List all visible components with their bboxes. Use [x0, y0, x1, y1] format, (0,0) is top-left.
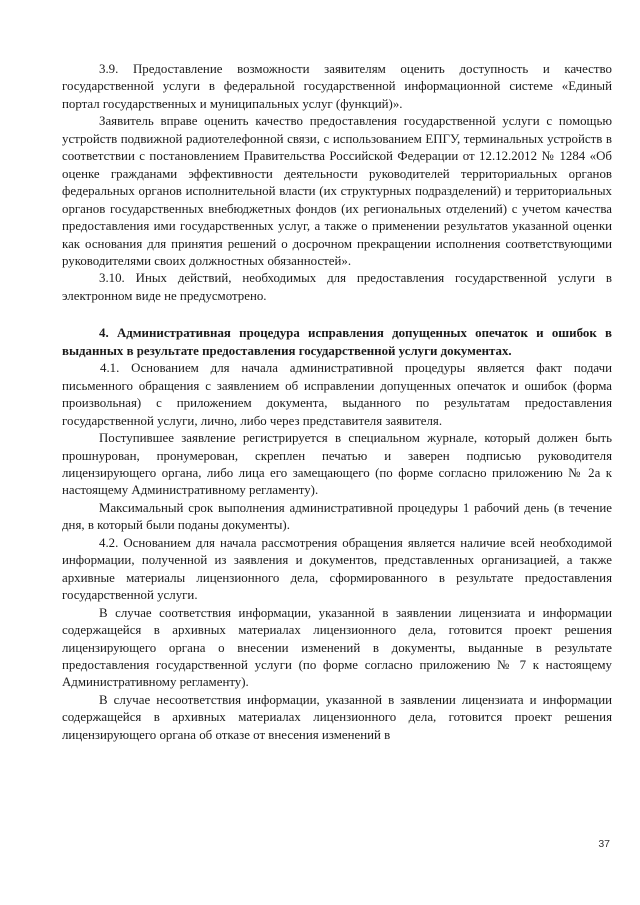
paragraph-3-10: 3.10. Иных действий, необходимых для предоставления государственной услуги в электронном виде не предусмотрено. [62, 271, 612, 303]
paragraph-registration: Поступившее заявление регистрируется в специальном журнале, который должен быть прошнурован, пронумерован, скреплен печатью и заверен подписью руководителя лицензирующего органа, либо лица его замещающего (по форме согласно приложению № 2а к настоящему Административному регламенту). [62, 431, 612, 498]
section-heading: 4. Административная процедура исправления допущенных опечаток и ошибок в выданных в результате предоставления государственной услуги документах. [62, 326, 612, 358]
paragraph-4-2: 4.2. Основанием для начала рассмотрения обращения является наличие всей необходимой информации, полученной из заявления и документов, представленных организацией, а также архивные материалы лицензионного дела, сформированного в результате предоставления государственной услуги. [62, 535, 612, 603]
page-number: 37 [598, 838, 610, 850]
paragraph-deadline: Максимальный срок выполнения административной процедуры 1 рабочий день (в течение дня, в который были поданы документы). [62, 500, 612, 533]
paragraph-match-case: В случае соответствия информации, указанной в заявлении лицензиата и информации содержащейся в архивных материалах лицензионного дела, готовится проект решения лицензирующего органа о внесении изменений в документы, выданные в результате предоставления государственной услуги (по форме согласно приложению № 7 к настоящему Административному регламенту). [62, 605, 612, 690]
paragraph-3-9: 3.9. Предоставление возможности заявителям оценить доступность и качество государственной услуги в федеральной государственной информационной системе «Единый портал государственных и муниципальных услуг (функций)». [62, 62, 612, 111]
paragraph-mismatch-case: В случае несоответствия информации, указанной в заявлении лицензиата и информации содержащейся в архивных материалах лицензионного дела, готовится проект решения лицензирующего органа об отказе от внесения изменений в [62, 692, 612, 742]
document-body [62, 61, 612, 744]
paragraph-assessment: Заявитель вправе оценить качество предоставления государственной услуги с помощью устройств подвижной радиотелефонной связи, с использованием ЕПГУ, терминальных устройств в соответствии с постановлением Правительства Российской Федерации от 12.12.2012 № 1284 «Об оценке гражданами эффективности деятельности руководителей территориальных органов федеральных органов исполнительной власти (их структурных подразделений) и территориальных органов государственных внебюджетных фондов (их региональных отделений) с учетом качества предоставления ими государственных услуг, а также о применении результатов указанной оценки как основания для принятия решений о досрочном прекращении исполнения соответствующими руководителями своих должностных обязанностей». [62, 114, 612, 268]
paragraph-4-1: 4.1. Основанием для начала административной процедуры является факт подачи письменного обращения с заявлением об исправлении допущенных опечаток и ошибок (форма произвольная) с приложением документа, выданного по результатам предоставления государственной услуги, лично, либо через представителя заявителя. [62, 361, 612, 428]
